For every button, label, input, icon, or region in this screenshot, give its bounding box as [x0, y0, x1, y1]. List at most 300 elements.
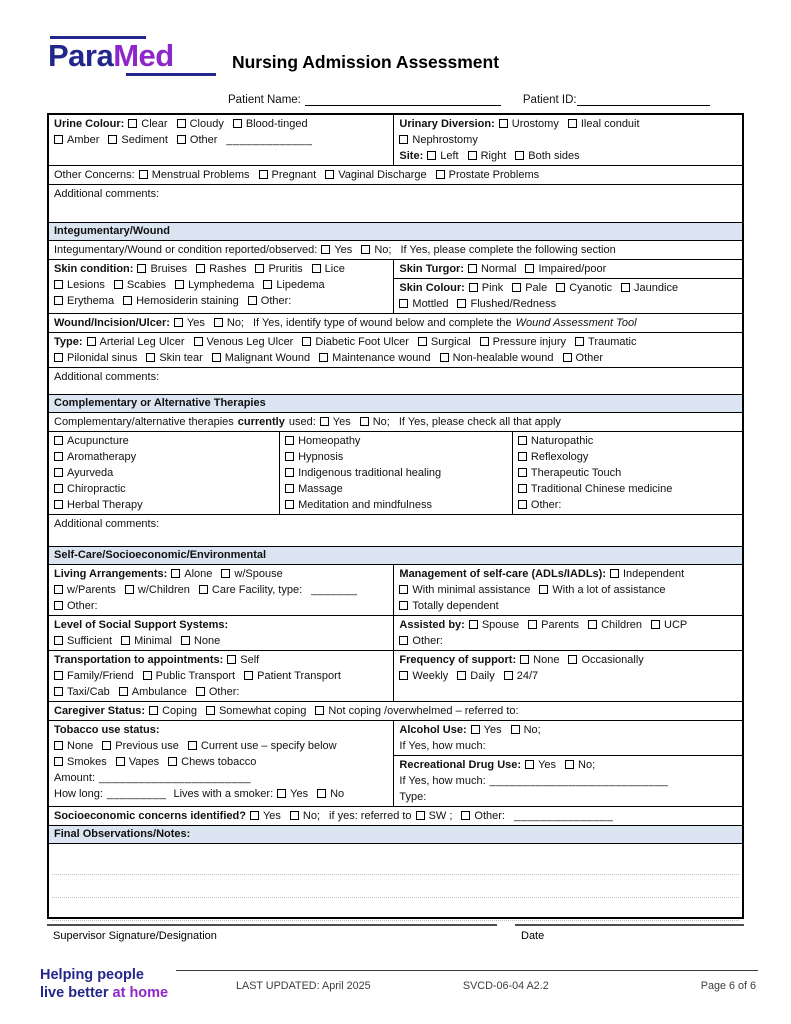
form-line [54, 786, 388, 802]
checkbox-previous-use[interactable] [102, 740, 179, 752]
form-row [49, 240, 742, 259]
form-row [49, 720, 742, 806]
checkbox-lymphedema[interactable] [175, 279, 254, 291]
checkbox-label: Massage [298, 483, 343, 495]
text-run: Site: [399, 150, 424, 162]
checkbox-yes[interactable] [277, 788, 308, 800]
notes-line [52, 875, 739, 898]
checkbox-hypnosis[interactable] [285, 451, 343, 463]
checkbox-both-sides[interactable] [515, 150, 579, 162]
checkbox-label: Other: [208, 686, 240, 698]
blank-field[interactable]: ___________________________ [489, 775, 669, 787]
checkbox-icon [325, 170, 334, 179]
checkbox-icon [528, 620, 537, 629]
checkbox-icon [196, 687, 205, 696]
text-run: Skin Turgor: [399, 263, 464, 275]
checkbox-24-7[interactable] [504, 670, 538, 682]
checkbox-icon [399, 636, 408, 645]
form-line [518, 497, 737, 513]
checkbox-icon [539, 585, 548, 594]
checkbox-meditation-and-mindfulness[interactable] [285, 499, 432, 511]
checkbox-icon [175, 280, 184, 289]
patient-name-label: Patient Name: [228, 94, 301, 106]
checkbox-no[interactable] [361, 244, 391, 256]
checkbox-label: No; [372, 416, 390, 428]
checkbox-icon [468, 151, 477, 160]
checkbox-daily[interactable] [457, 670, 494, 682]
checkbox-label: Totally dependent [412, 600, 499, 612]
form-row [49, 313, 742, 332]
checkbox-label: Naturopathic [530, 435, 594, 447]
checkbox-family-friend[interactable] [54, 670, 134, 682]
checkbox-none[interactable] [520, 654, 559, 666]
checkbox-traditional-chinese-medicine[interactable] [518, 483, 672, 495]
checkbox-self[interactable] [227, 654, 259, 666]
checkbox-ucp[interactable] [651, 619, 687, 631]
checkbox-children[interactable] [588, 619, 642, 631]
checkbox-cloudy[interactable] [177, 118, 224, 130]
checkbox-label: Care Facility, type: [211, 584, 303, 596]
checkbox-none[interactable] [181, 635, 220, 647]
checkbox-naturopathic[interactable] [518, 435, 593, 447]
checkbox-icon [565, 760, 574, 769]
blank-field[interactable]: _________ [106, 788, 167, 800]
form-line [54, 481, 274, 497]
checkbox-lipedema[interactable] [263, 279, 324, 291]
form-row [49, 115, 742, 165]
form-cell [49, 260, 393, 313]
checkbox-label: Mottled [412, 298, 449, 310]
logo-rule-bottom [126, 73, 216, 76]
checkbox-no[interactable] [317, 788, 344, 800]
checkbox-label: No; [302, 810, 321, 822]
patient-id-field[interactable] [577, 93, 710, 106]
checkbox-label: Pressure injury [492, 336, 567, 348]
checkbox-totally-dependent[interactable] [399, 600, 498, 612]
checkbox-other[interactable] [54, 600, 98, 612]
checkbox-erythema[interactable] [54, 295, 114, 307]
checkbox-label: None [193, 635, 221, 647]
form-cell [49, 515, 742, 546]
form-line [399, 582, 737, 598]
text-run: Urine Colour: [54, 118, 125, 130]
checkbox-current-use-specify-below[interactable] [188, 740, 337, 752]
checkbox-other[interactable] [248, 295, 292, 307]
checkbox-icon [255, 264, 264, 273]
checkbox-label: Therapeutic Touch [530, 467, 622, 479]
form-cell [512, 432, 742, 514]
checkbox-label: Traumatic [588, 336, 637, 348]
form-cell [393, 616, 742, 650]
form-line [399, 148, 737, 164]
checkbox-lesions[interactable] [54, 279, 105, 291]
checkbox-icon [212, 353, 221, 362]
checkbox-other[interactable] [196, 686, 240, 698]
checkbox-herbal-therapy[interactable] [54, 499, 143, 511]
form-line [54, 369, 737, 385]
checkbox-icon [139, 170, 148, 179]
checkbox-icon [214, 318, 223, 327]
checkbox-bruises[interactable] [137, 263, 187, 275]
checkbox-pink[interactable] [469, 282, 503, 294]
notes-line [52, 852, 739, 875]
checkbox-label: Vaginal Discharge [338, 169, 427, 181]
checkbox-icon [568, 119, 577, 128]
checkbox-acupuncture[interactable] [54, 435, 129, 447]
checkbox-traumatic[interactable] [575, 336, 637, 348]
checkbox-no[interactable] [565, 759, 595, 771]
form-cell [279, 432, 512, 514]
checkbox-label: Pink [481, 282, 504, 294]
form-cell [49, 368, 742, 394]
checkbox-ambulance[interactable] [119, 686, 187, 698]
checkbox-w-parents[interactable] [54, 584, 116, 596]
checkbox-none[interactable] [54, 740, 93, 752]
checkbox-icon [575, 337, 584, 346]
checkbox-maintenance-wound[interactable] [319, 352, 430, 364]
checkbox-icon [525, 760, 534, 769]
form-line [285, 433, 507, 449]
form-line [54, 132, 388, 148]
checkbox-label: Ambulance [131, 686, 187, 698]
checkbox-coping[interactable] [149, 705, 197, 717]
checkbox-surgical[interactable] [418, 336, 471, 348]
checkbox-massage[interactable] [285, 483, 343, 495]
checkbox-icon [54, 436, 63, 445]
text-run: Type: [399, 791, 427, 803]
text-run: Lives with a smoker: [173, 788, 274, 800]
checkbox-with-minimal-assistance[interactable] [399, 584, 530, 596]
checkbox-vapes[interactable] [116, 756, 159, 768]
checkbox-label: Yes [290, 788, 309, 800]
text-run: Tobacco use status: [54, 724, 160, 736]
form-cell [49, 616, 393, 650]
text-run: Integumentary/Wound or condition reported/observed: [54, 244, 318, 256]
checkbox-icon [54, 135, 63, 144]
checkbox-label: Malignant Wound [224, 352, 311, 364]
checkbox-no[interactable] [360, 416, 390, 428]
checkbox-normal[interactable] [468, 263, 516, 275]
form-line [54, 582, 388, 598]
checkbox-icon [290, 811, 299, 820]
form-line [518, 449, 737, 465]
checkbox-sufficient[interactable] [54, 635, 112, 647]
checkbox-label: Herbal Therapy [67, 499, 143, 511]
checkbox-reflexology[interactable] [518, 451, 588, 463]
checkbox-other[interactable] [518, 499, 562, 511]
checkbox-diabetic-foot-ulcer[interactable] [302, 336, 409, 348]
blank-field[interactable]: _______________ [513, 810, 614, 822]
checkbox-label: Previous use [115, 740, 179, 752]
checkbox-icon [114, 280, 123, 289]
checkbox-venous-leg-ulcer[interactable] [194, 336, 294, 348]
text-run: Additional comments: [54, 188, 160, 200]
text-run: if yes: referred to [329, 810, 412, 822]
checkbox-pruritis[interactable] [255, 263, 302, 275]
form-line [54, 261, 388, 277]
checkbox-label: Prostate Problems [448, 169, 540, 181]
checkbox-other[interactable] [177, 134, 218, 146]
text-run: Caregiver Status: [54, 705, 146, 717]
checkbox-with-a-lot-of-assistance[interactable] [539, 584, 665, 596]
checkbox-therapeutic-touch[interactable] [518, 467, 621, 479]
form-line [399, 738, 737, 754]
checkbox-label: Other: [474, 810, 505, 822]
checkbox-icon [285, 468, 294, 477]
checkbox-icon [518, 452, 527, 461]
checkbox-yes[interactable] [320, 416, 351, 428]
text-run: Complementary/alternative therapies [54, 416, 234, 428]
checkbox-other[interactable] [563, 352, 604, 364]
checkbox-icon [399, 671, 408, 680]
checkbox-icon [259, 170, 268, 179]
form-cell [49, 166, 742, 184]
patient-line [228, 93, 710, 106]
checkbox-label: Aromatherapy [67, 451, 137, 463]
checkbox-icon [233, 119, 242, 128]
checkbox-parents[interactable] [528, 619, 579, 631]
checkbox-ayurveda[interactable] [54, 467, 113, 479]
checkbox-label: Lymphedema [188, 279, 255, 291]
checkbox-nephrostomy[interactable] [399, 134, 477, 146]
blank-field[interactable]: _______________________ [98, 772, 252, 784]
checkbox-label: Taxi/Cab [67, 686, 110, 698]
checkbox-not-coping-overwhelmed-referred-to[interactable] [315, 705, 518, 717]
form-row [49, 367, 742, 394]
text-run: Other Concerns: [54, 169, 135, 181]
form-subcell [394, 721, 742, 755]
checkbox-aromatherapy[interactable] [54, 451, 136, 463]
checkbox-label: Impaired/poor [538, 263, 607, 275]
checkbox-icon [168, 757, 177, 766]
checkbox-prostate-problems[interactable] [436, 169, 539, 181]
checkbox-icon [143, 671, 152, 680]
assessment-form-table [47, 113, 744, 919]
form-line [54, 334, 737, 350]
form-line [54, 808, 737, 824]
form-line [399, 598, 737, 614]
text-run: If Yes, identify type of wound below and complete the [253, 317, 512, 329]
checkbox-icon [285, 452, 294, 461]
checkbox-no[interactable] [290, 810, 320, 822]
checkbox-no[interactable] [511, 724, 541, 736]
text-run: Type: [54, 336, 83, 348]
form-line [399, 722, 737, 738]
form-cell [49, 241, 742, 259]
footer-info-bar [176, 970, 758, 992]
checkbox-malignant-wound[interactable] [212, 352, 310, 364]
checkbox-icon [125, 585, 134, 594]
checkbox-icon [54, 585, 63, 594]
checkbox-indigenous-traditional-healing[interactable] [285, 467, 441, 479]
form-cell [49, 413, 742, 431]
checkbox-label: Other [575, 352, 604, 364]
form-line [285, 449, 507, 465]
checkbox-blood-tinged[interactable] [233, 118, 308, 130]
form-subcell [394, 260, 742, 278]
checkbox-label: Self [240, 654, 260, 666]
form-cell [49, 432, 279, 514]
form-row [49, 650, 742, 701]
form-row [49, 259, 742, 313]
tagline-line2a: live better [40, 985, 113, 1001]
checkbox-other[interactable] [461, 810, 505, 822]
text-run: Assisted by: [399, 619, 465, 631]
checkbox-other[interactable] [399, 635, 443, 647]
logo-para: Para [48, 38, 114, 73]
checkbox-chiropractic[interactable] [54, 483, 126, 495]
checkbox-label: Skin tear [159, 352, 203, 364]
checkbox-menstrual-problems[interactable] [139, 169, 250, 181]
form-line [54, 497, 274, 513]
checkbox-label: Independent [623, 568, 685, 580]
checkbox-label: No; [578, 759, 596, 771]
checkbox-icon [54, 452, 63, 461]
checkbox-sw[interactable] [416, 810, 453, 822]
text-run: Socioeconomic concerns identified? [54, 810, 246, 822]
checkbox-alone[interactable] [171, 568, 212, 580]
text-run: Living Arrangements: [54, 568, 168, 580]
checkbox-icon [137, 264, 146, 273]
checkbox-flushed-redness[interactable] [457, 298, 556, 310]
blank-field[interactable]: _____________ [226, 134, 313, 146]
checkbox-icon [285, 500, 294, 509]
section-header-complementary-or-alternative-therapies: Complementary or Alternative Therapies [49, 394, 742, 412]
checkbox-care-facility-type[interactable] [199, 584, 302, 596]
checkbox-icon [54, 500, 63, 509]
text-run: Frequency of support: [399, 654, 517, 666]
checkbox-sediment[interactable] [108, 134, 167, 146]
form-line [54, 465, 274, 481]
checkbox-label: Chiropractic [67, 483, 126, 495]
form-line [399, 116, 737, 132]
checkbox-pregnant[interactable] [259, 169, 317, 181]
checkbox-icon [171, 569, 180, 578]
form-cell [49, 115, 393, 165]
checkbox-pressure-injury[interactable] [480, 336, 566, 348]
notes-area[interactable] [49, 843, 742, 917]
section-header-integumentary-wound: Integumentary/Wound [49, 222, 742, 240]
text-run: Amount: [54, 772, 95, 784]
checkbox-minimal[interactable] [121, 635, 172, 647]
checkbox-lice[interactable] [312, 263, 345, 275]
checkbox-icon [399, 299, 408, 308]
checkbox-yes[interactable] [471, 724, 502, 736]
checkbox-somewhat-coping[interactable] [206, 705, 306, 717]
checkbox-cyanotic[interactable] [556, 282, 612, 294]
checkbox-weekly[interactable] [399, 670, 448, 682]
checkbox-yes[interactable] [250, 810, 281, 822]
checkbox-clear[interactable] [128, 118, 167, 130]
checkbox-independent[interactable] [610, 568, 684, 580]
checkbox-no[interactable] [214, 317, 244, 329]
form-line [54, 293, 388, 309]
checkbox-label: With a lot of assistance [552, 584, 666, 596]
checkbox-yes[interactable] [525, 759, 556, 771]
checkbox-label: Pale [525, 282, 548, 294]
checkbox-amber[interactable] [54, 134, 99, 146]
checkbox-urostomy[interactable] [499, 118, 559, 130]
text-run: currently [237, 416, 285, 428]
patient-name-field[interactable] [305, 93, 501, 106]
checkbox-pale[interactable] [512, 282, 547, 294]
form-line [54, 722, 388, 738]
checkbox-icon [440, 353, 449, 362]
checkbox-skin-tear[interactable] [146, 352, 202, 364]
checkbox-taxi-cab[interactable] [54, 686, 110, 698]
blank-field[interactable]: _______ [311, 584, 358, 596]
checkbox-label: Urostomy [511, 118, 559, 130]
checkbox-label: Weekly [412, 670, 449, 682]
checkbox-chews-tobacco[interactable] [168, 756, 256, 768]
checkbox-jaundice[interactable] [621, 282, 678, 294]
checkbox-hemosiderin-staining[interactable] [123, 295, 239, 307]
checkbox-mottled[interactable] [399, 298, 448, 310]
checkbox-occasionally[interactable] [568, 654, 643, 666]
checkbox-smokes[interactable] [54, 756, 107, 768]
form-line [399, 633, 737, 649]
checkbox-label: Surgical [430, 336, 471, 348]
checkbox-icon [321, 245, 330, 254]
checkbox-impaired-poor[interactable] [525, 263, 606, 275]
checkbox-label: No; [374, 244, 392, 256]
checkbox-yes[interactable] [321, 244, 352, 256]
page-footer [40, 962, 758, 1002]
checkbox-icon [146, 353, 155, 362]
checkbox-icon [610, 569, 619, 578]
checkbox-patient-transport[interactable] [244, 670, 341, 682]
section-header-final-observations-notes: Final Observations/Notes: [49, 825, 742, 843]
form-cell [393, 565, 742, 615]
checkbox-w-children[interactable] [125, 584, 190, 596]
checkbox-icon [312, 264, 321, 273]
checkbox-spouse[interactable] [469, 619, 519, 631]
checkbox-public-transport[interactable] [143, 670, 235, 682]
checkbox-w-spouse[interactable] [221, 568, 282, 580]
form-line [399, 280, 737, 296]
checkbox-ileal-conduit[interactable] [568, 118, 640, 130]
checkbox-scabies[interactable] [114, 279, 166, 291]
form-line [518, 481, 737, 497]
checkbox-homeopathy[interactable] [285, 435, 360, 447]
text-run: If Yes, how much: [399, 740, 486, 752]
checkbox-vaginal-discharge[interactable] [325, 169, 426, 181]
checkbox-label: Yes [483, 724, 502, 736]
checkbox-label: Reflexology [530, 451, 589, 463]
checkbox-icon [461, 811, 470, 820]
checkbox-icon [227, 655, 236, 664]
checkbox-rashes[interactable] [196, 263, 246, 275]
form-line [518, 433, 737, 449]
checkbox-icon [418, 337, 427, 346]
checkbox-icon [651, 620, 660, 629]
checkbox-label: Somewhat coping [218, 705, 307, 717]
checkbox-icon [556, 283, 565, 292]
checkbox-arterial-leg-ulcer[interactable] [87, 336, 185, 348]
checkbox-right[interactable] [468, 150, 507, 162]
checkbox-left[interactable] [427, 150, 458, 162]
checkbox-pilonidal-sinus[interactable] [54, 352, 137, 364]
checkbox-yes[interactable] [174, 317, 205, 329]
form-line [399, 261, 737, 277]
checkbox-label: Chews tobacco [181, 756, 257, 768]
checkbox-label: Yes [332, 416, 351, 428]
checkbox-label: Diabetic Foot Ulcer [315, 336, 409, 348]
checkbox-label: Vapes [128, 756, 160, 768]
form-cell [49, 333, 742, 367]
page-header [0, 0, 791, 112]
checkbox-non-healable-wound[interactable] [440, 352, 554, 364]
